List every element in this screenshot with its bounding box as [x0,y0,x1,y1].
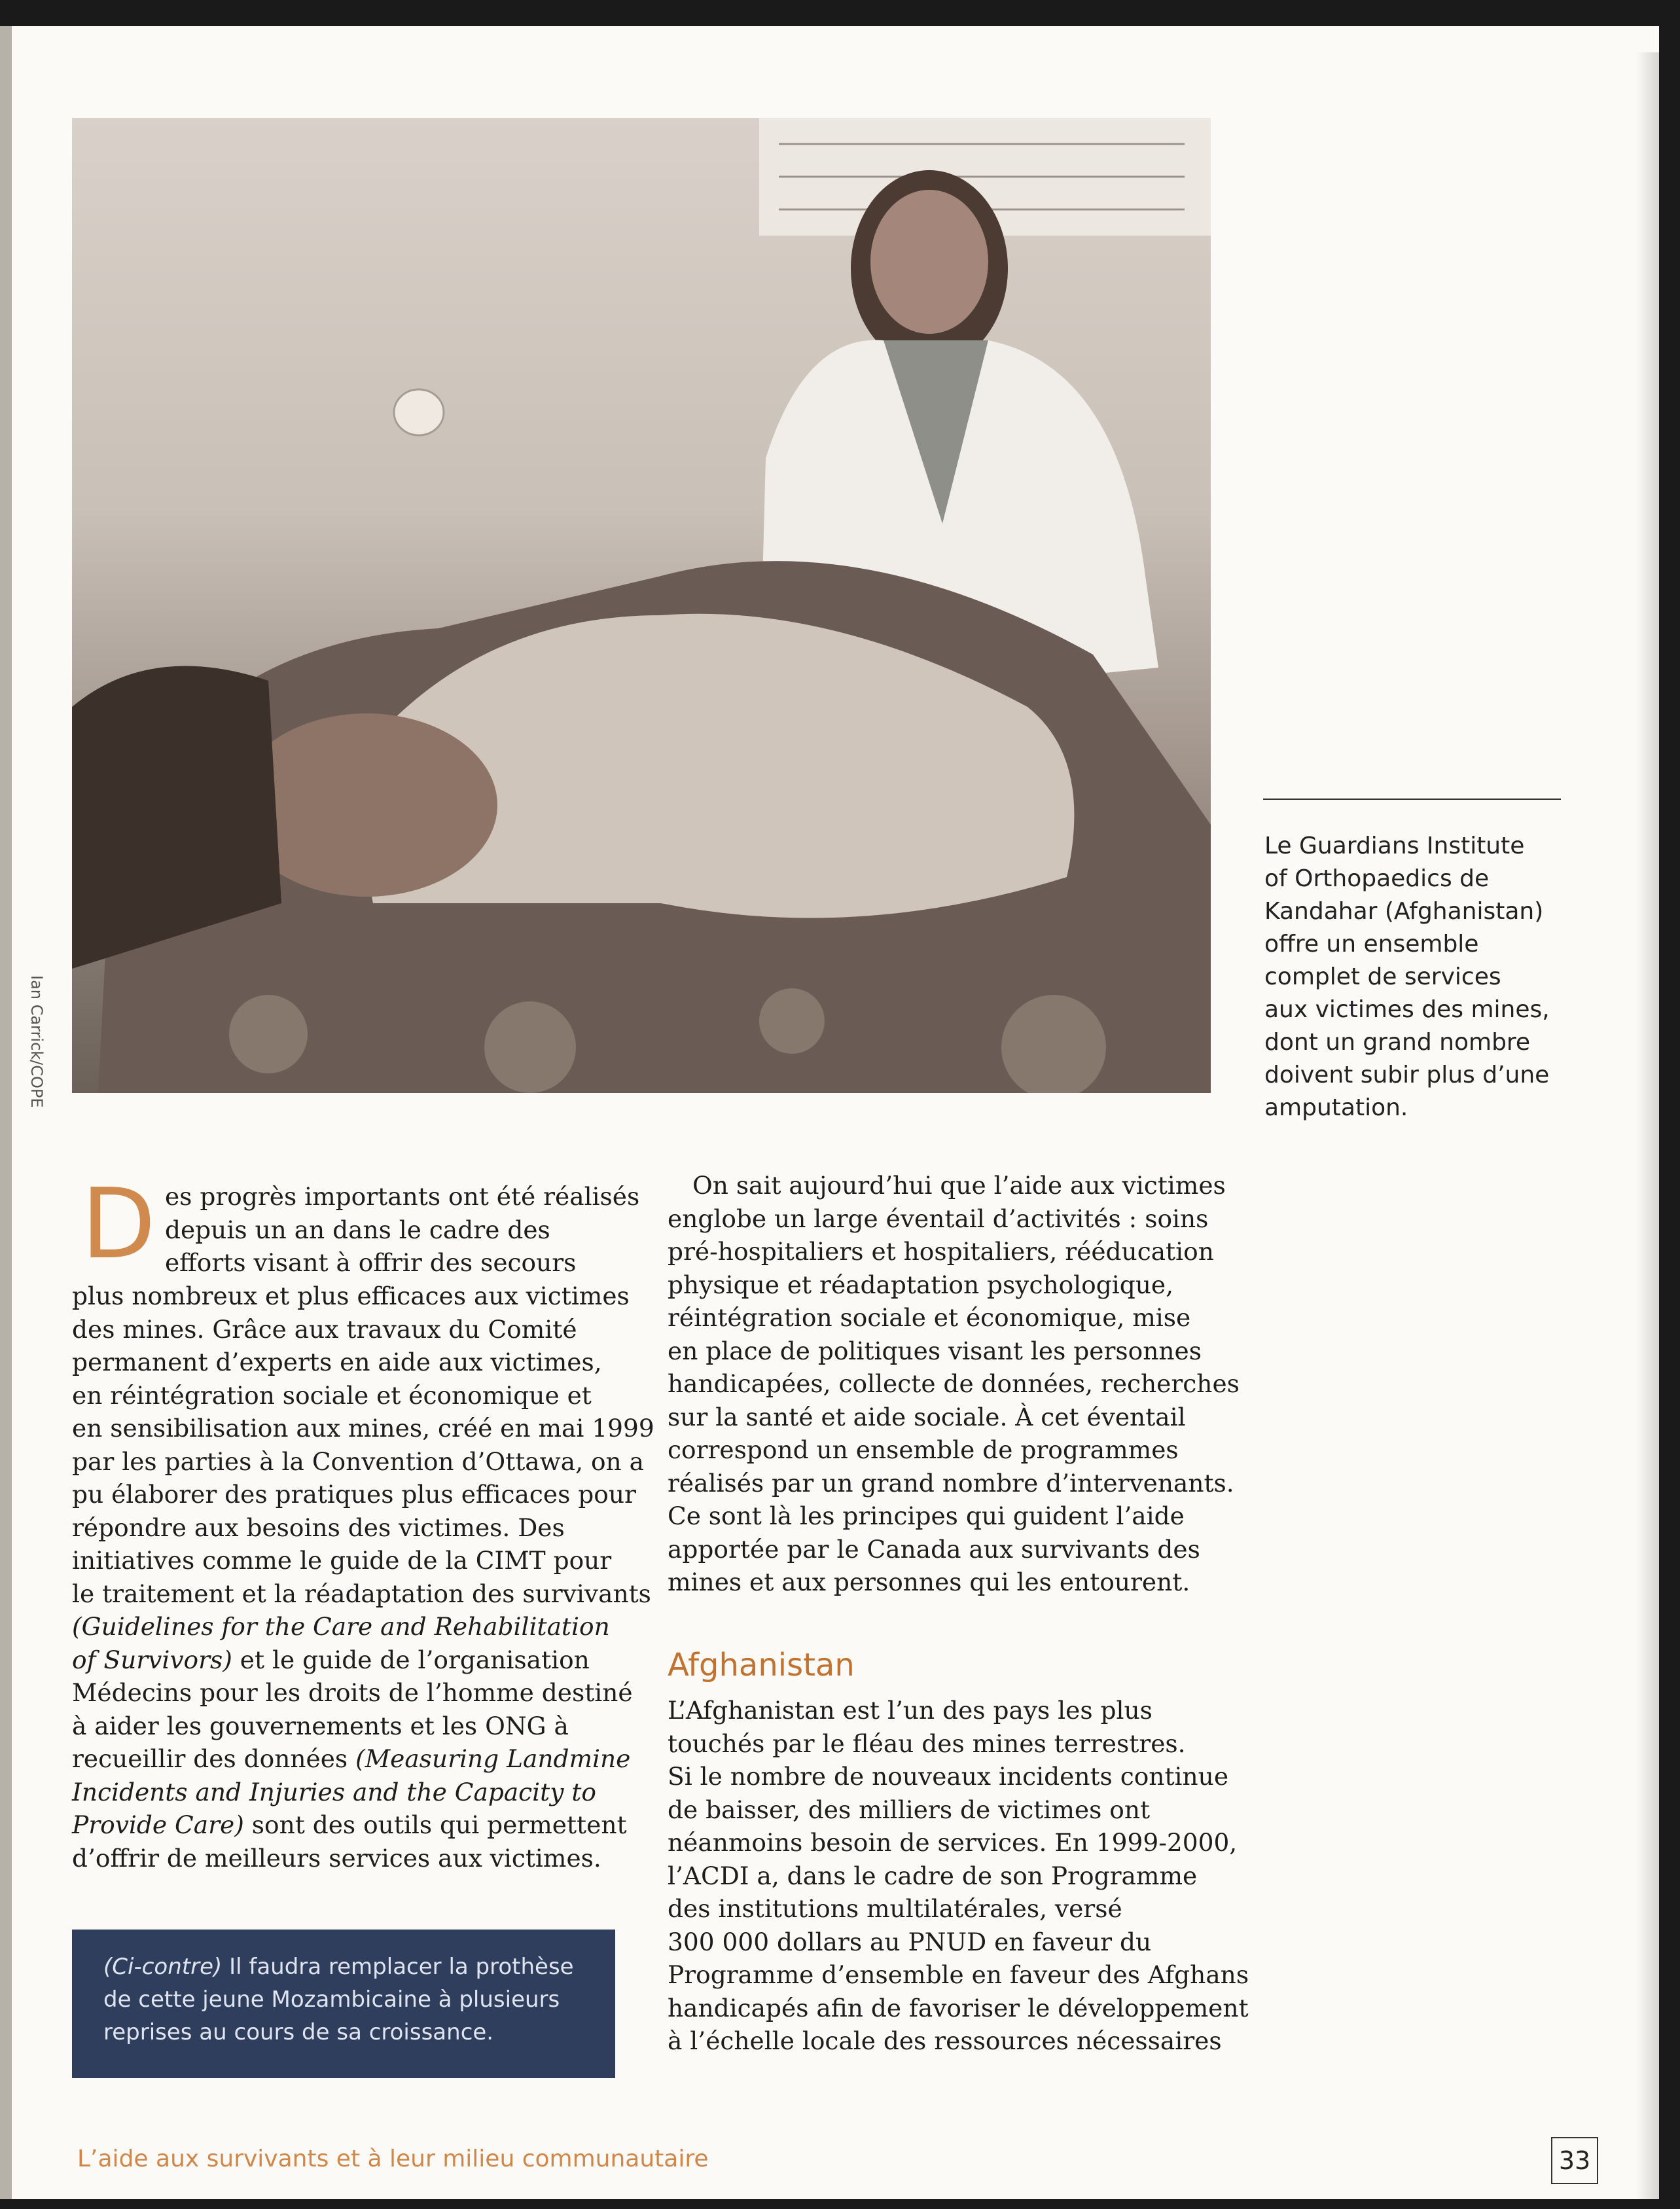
text-line: Provide Care) sont des outils qui permettent [72,1810,627,1839]
text-line: d’offrir de meilleurs services aux victimes. [72,1843,601,1873]
text-line: réalisés par un grand nombre d’intervenants. [668,1468,1234,1498]
text-line: permanent d’experts en aide aux victimes, [72,1348,602,1376]
right-column [668,1169,1240,1599]
text-line: es progrès importants ont été réalisés [164,1182,640,1211]
text-line: à aider les gouvernements et les ONG à [72,1711,569,1740]
text-line: recueillir des données (Measuring Landmine [72,1744,631,1773]
afghanistan-section [668,1694,1249,2058]
page-left-edge [0,26,12,2199]
text-line: de baisser, des milliers de victimes ont [668,1795,1151,1824]
section-heading: Afghanistan [668,1647,855,1683]
text-line: Si le nombre de nouveaux incidents continue [668,1762,1229,1791]
photograph [72,118,1211,1093]
text-line: Ce sont là les principes qui guident l’aide [668,1501,1185,1530]
intro-column [72,1168,654,1875]
text-line: initiatives comme le guide de la CIMT pour [72,1546,612,1575]
page-edge-shadow [1636,52,1659,2199]
text-line: handicapées, collecte de données, recherches [668,1369,1240,1398]
drop-cap: D [81,1168,156,1280]
text-line: plus nombreux et plus efficaces aux victimes [72,1282,630,1310]
magazine-page [0,26,1659,2199]
italic-title: (Measuring Landmine [355,1744,631,1773]
note-text: Il faudra remplacer la prothèse de cette jeune Mozambicaine à plusieurs reprises au cours de sa croissance. [103,1954,574,2045]
photo-illustration [72,118,1211,1093]
text-line: correspond un ensemble de programmes [668,1435,1179,1464]
text-line: efforts visant à offrir des secours [164,1248,577,1277]
wall-socket [394,389,444,435]
photo-caption: Le Guardians Institute of Orthopaedics de Kandahar (Afghanistan) offre un ensemble complet de services aux victimes des mines, dont un grand nombre doivent subir plus d’une amputation. [1264,833,1550,1121]
text-line: 300 000 dollars au PNUD en faveur du [668,1927,1152,1956]
note-label: (Ci-contre) [103,1954,223,1980]
page-number: 33 [1551,2137,1598,2184]
text-line: l’ACDI a, dans le cadre de son Programme [668,1861,1198,1890]
text-line: Programme d’ensemble en faveur des Afghans [668,1960,1249,1989]
text-line: On sait aujourd’hui que l’aide aux victimes [692,1171,1226,1200]
text-line: répondre aux besoins des victimes. Des [72,1513,565,1542]
italic-title: Provide Care) [72,1810,244,1839]
text-line: néanmoins besoin de services. En 1999-2000, [668,1828,1238,1857]
text-line: réintégration sociale et économique, mise [668,1303,1191,1332]
text-line: en réintégration sociale et économique et [72,1380,592,1410]
text-line: physique et réadaptation psychologique, [668,1270,1174,1299]
photo-credit: Ian Carrick/COPE [27,975,46,1108]
text-line: Médecins pour les droits de l’homme destiné [72,1678,633,1707]
text-line: pu élaborer des pratiques plus efficaces pour [72,1480,636,1509]
footer-title: L’aide aux survivants et à leur milieu communautaire [77,2146,709,2172]
text-line: apportée par le Canada aux survivants des [668,1534,1200,1564]
text-line: Incidents and Injuries and the Capacity to [72,1777,596,1806]
text-line: des mines. Grâce aux travaux du Comité [72,1314,577,1344]
text-line: des institutions multilatérales, versé [668,1894,1122,1923]
text-line: (Guidelines for the Care and Rehabilitation [72,1612,610,1641]
text-line: L’Afghanistan est l’un des pays les plus [668,1696,1153,1725]
text-line: à l’échelle locale des ressources nécessaires [668,2026,1222,2055]
text-line: handicapés afin de favoriser le développement [668,1993,1249,2022]
text-line: depuis un an dans le cadre des [164,1215,550,1244]
text-line: pré-hospitaliers et hospitaliers, rééducation [668,1237,1214,1266]
text-line: le traitement et la réadaptation des survivants [72,1579,651,1608]
text-line: par les parties à la Convention d’Ottawa, on a [72,1446,644,1476]
text-line: sur la santé et aide sociale. À cet éventail [668,1402,1186,1431]
text-line: englobe un large éventail d’activités : soins [668,1204,1209,1233]
intro-body [72,1280,654,1875]
note-box [72,1930,615,2078]
text-line: touchés par le fléau des mines terrestres. [668,1729,1186,1758]
italic-title: of Survivors) [72,1645,232,1674]
text-line: en sensibilisation aux mines, créé en mai 1999 [72,1414,654,1443]
text-line: en place de politiques visant les personnes [668,1336,1202,1365]
text-line: of Survivors) et le guide de l’organisation [72,1645,590,1674]
text-line: mines et aux personnes qui les entourent. [668,1568,1190,1596]
caption-rule [1263,799,1561,800]
